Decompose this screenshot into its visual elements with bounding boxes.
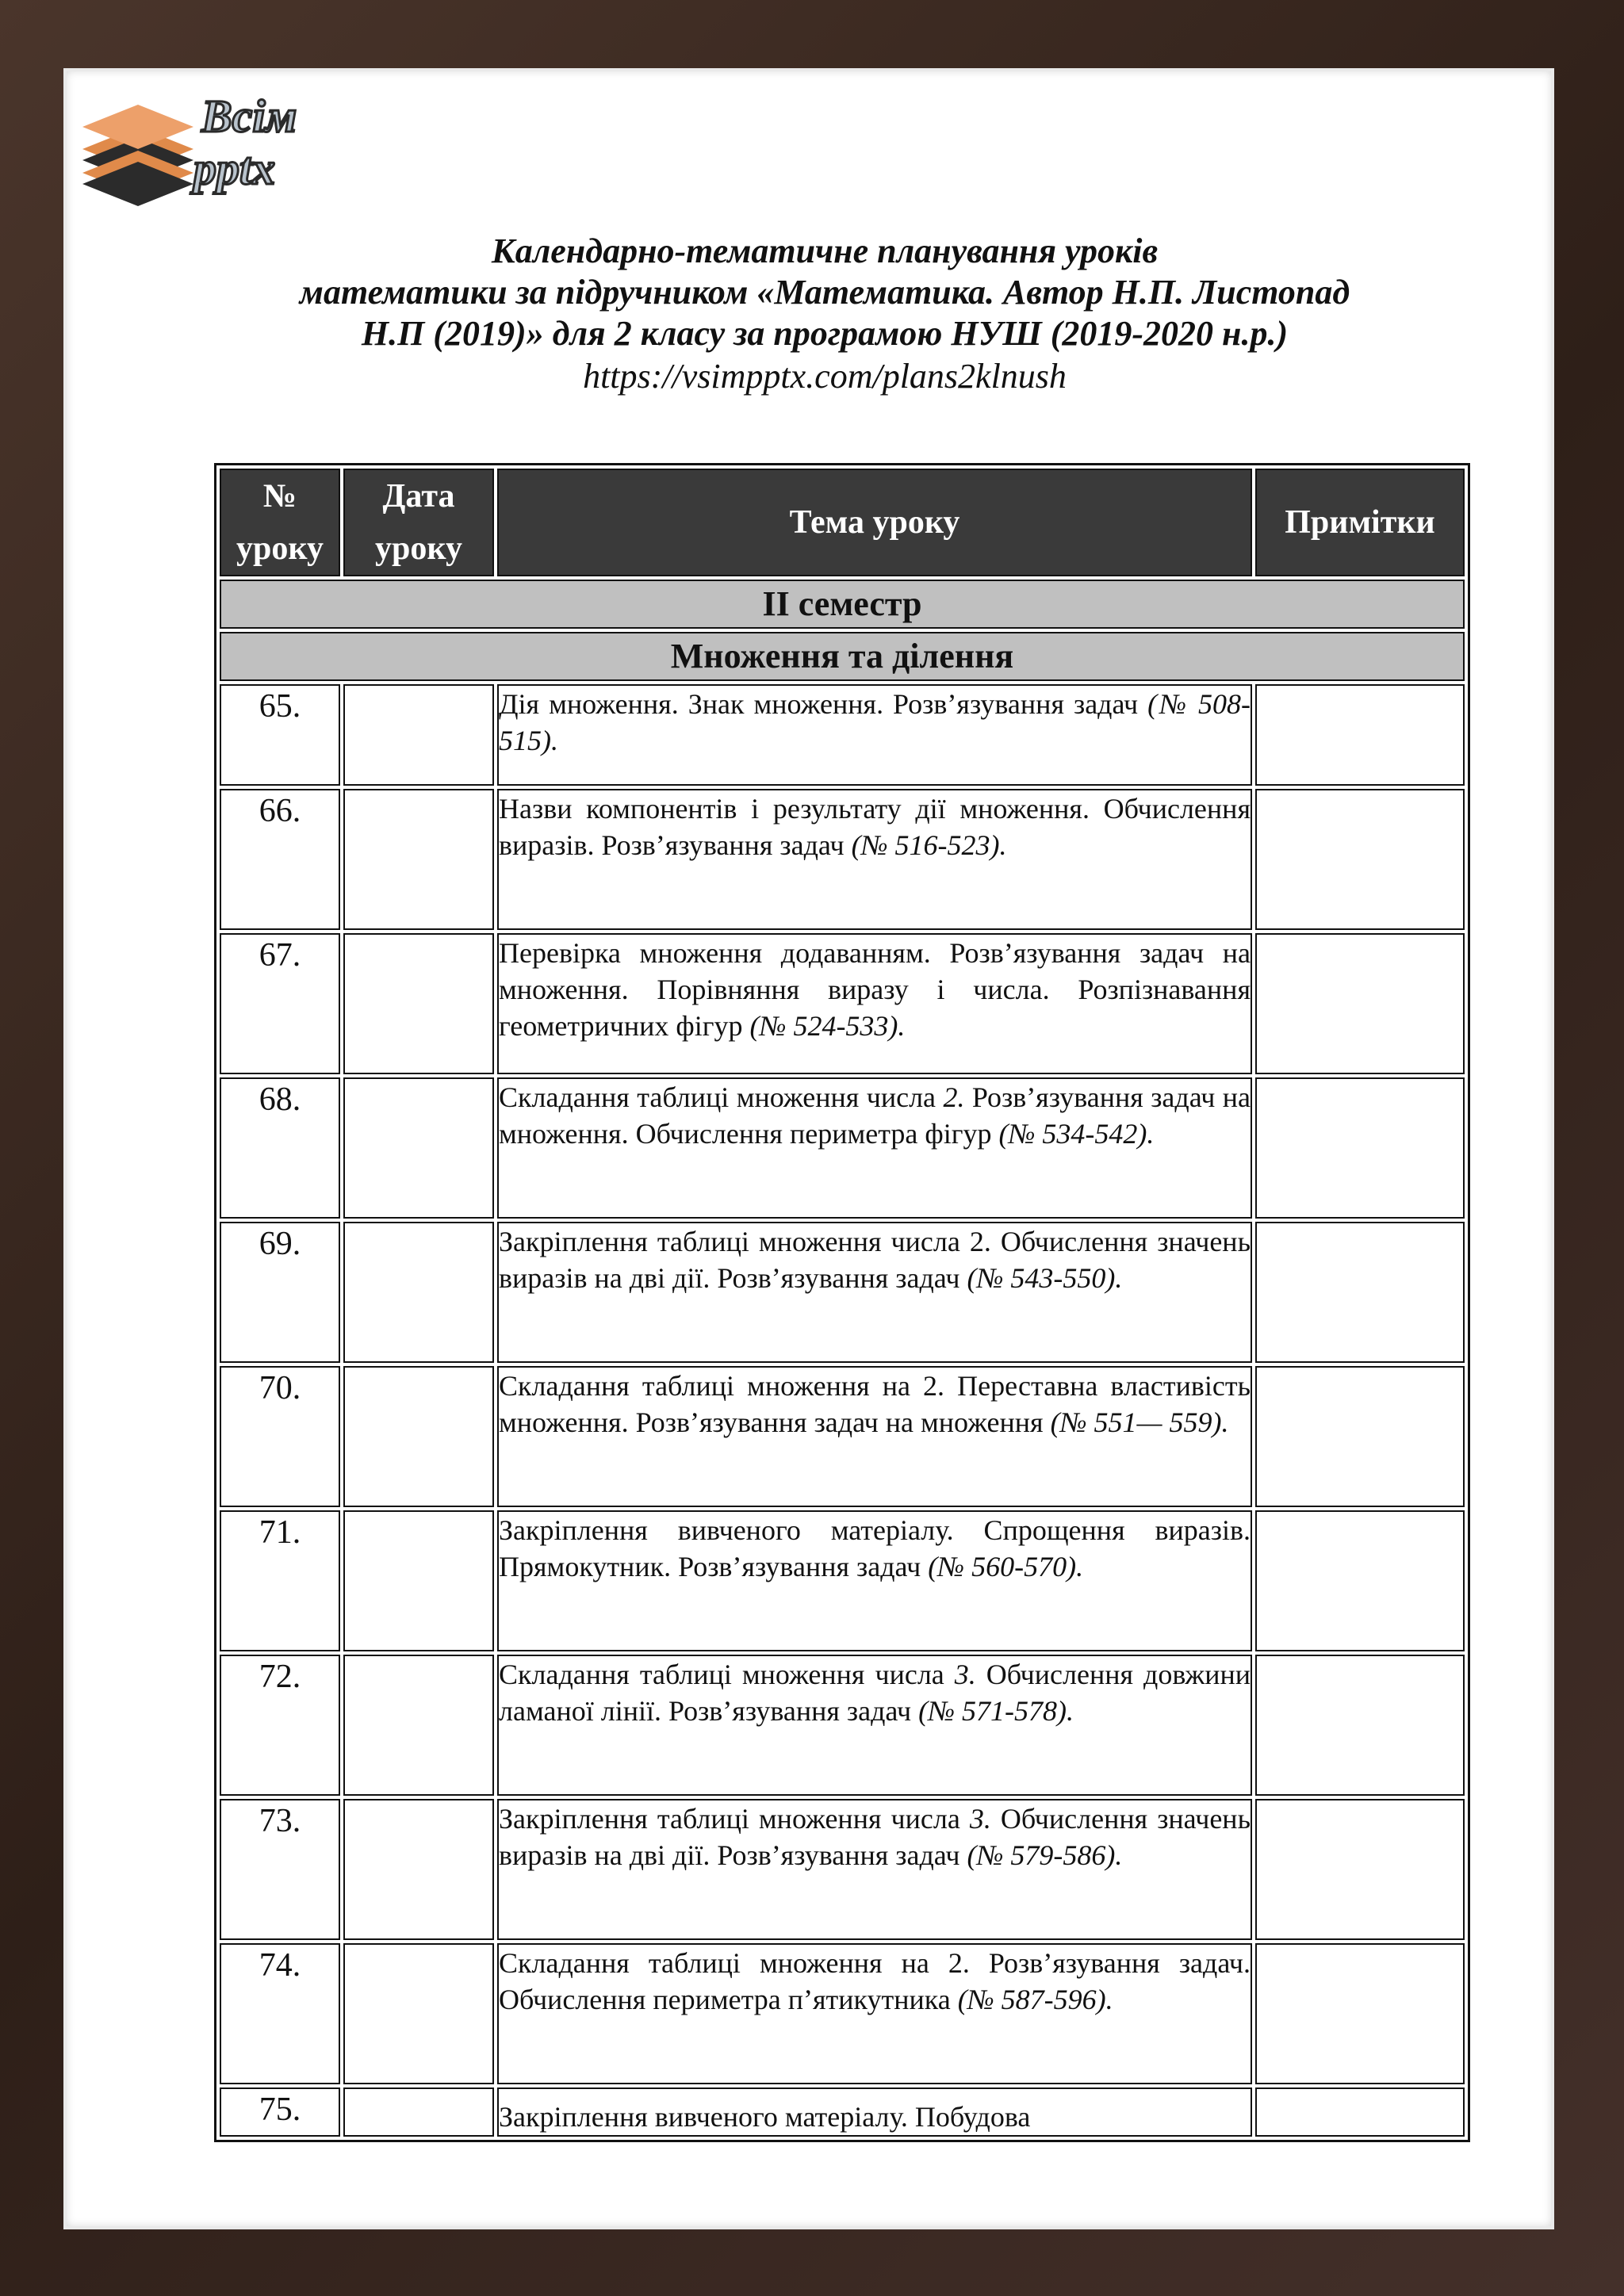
lesson-notes: [1255, 933, 1465, 1074]
lesson-topic: [497, 789, 1252, 930]
lesson-topic: [497, 2087, 1252, 2137]
exercise-ref: (№ 508-515).: [499, 688, 1251, 756]
lesson-number: 66.: [220, 789, 340, 930]
lesson-topic: [497, 1366, 1252, 1507]
lesson-number: 65.: [220, 684, 340, 786]
lesson-number: 72.: [220, 1655, 340, 1796]
section-label: Множення та ділення: [220, 632, 1465, 681]
lesson-number: 70.: [220, 1366, 340, 1507]
exercise-ref: (№ 579-586).: [967, 1839, 1123, 1871]
lesson-notes: [1255, 684, 1465, 786]
lesson-topic: [497, 1655, 1252, 1796]
topic-number-ref: 3.: [969, 1803, 991, 1835]
topic-number-ref: 2.: [943, 1081, 965, 1113]
lesson-plan-table: [214, 463, 1470, 2142]
lesson-number: 69.: [220, 1222, 340, 1363]
site-logo: [75, 79, 336, 222]
topic-text: Перевірка множення додаванням. Розв’язування задач на множення. Порівняння виразу і числа. Розпізнавання геометричних фігур: [499, 937, 1251, 1042]
topic-text: Складання таблиці множення числа: [499, 1081, 936, 1113]
lesson-topic: [497, 1077, 1252, 1219]
topic-text: Дія множення. Знак множення. Розв’язування задач: [499, 688, 1139, 720]
lesson-date: [343, 1799, 494, 1940]
topic-text-continued: Обчислення довжини ламаної лінії. Розв’язування задач: [499, 1659, 1251, 1727]
header-lesson-date: Дата уроку: [343, 469, 494, 576]
lesson-topic: [497, 1222, 1252, 1363]
lesson-notes: [1255, 1799, 1465, 1940]
lesson-number: 74.: [220, 1943, 340, 2084]
exercise-ref: (№ 587-596).: [957, 1984, 1113, 2015]
header-lesson-topic: Тема уроку: [497, 469, 1252, 576]
topic-text: Закріплення таблиці множення числа: [499, 1803, 960, 1835]
table-row: [220, 2087, 1465, 2137]
topic-text: Складання таблиці множення числа: [499, 1659, 944, 1690]
topic-text: Складання таблиці множення на 2. Переставна властивість множення. Розв’язування задач на множення: [499, 1370, 1251, 1438]
exercise-ref: (№ 560-570).: [928, 1551, 1084, 1582]
lesson-number: 73.: [220, 1799, 340, 1940]
lesson-date: [343, 1077, 494, 1219]
lesson-number: 68.: [220, 1077, 340, 1219]
table-row: [220, 684, 1465, 786]
exercise-ref: (№ 516-523).: [851, 829, 1007, 861]
topic-number-ref: 3.: [954, 1659, 976, 1690]
exercise-ref: (№ 534-542).: [998, 1118, 1155, 1150]
lesson-notes: [1255, 789, 1465, 930]
lesson-date: [343, 684, 494, 786]
topic-text-continued: Розв’язування задач на множення. Обчислення периметра фігур: [499, 1081, 1251, 1150]
exercise-ref: (№ 543-550).: [967, 1262, 1123, 1294]
heading-line-2: математики за підручником «Математика. Автор Н.П. Листопад: [299, 273, 1350, 312]
lesson-date: [343, 1222, 494, 1363]
semester-label: ІІ семестр: [220, 580, 1465, 629]
table-row: [220, 789, 1465, 930]
lesson-notes: [1255, 2087, 1465, 2137]
header-lesson-number: № уроку: [220, 469, 340, 576]
lesson-number: 71.: [220, 1510, 340, 1651]
lesson-date: [343, 1943, 494, 2084]
lesson-topic: [497, 933, 1252, 1074]
lesson-date: [343, 933, 494, 1074]
lesson-notes: [1255, 1366, 1465, 1507]
lesson-notes: [1255, 1077, 1465, 1219]
heading-line-1: Календарно-тематичне планування уроків: [491, 232, 1159, 270]
lesson-notes: [1255, 1655, 1465, 1796]
lesson-topic: [497, 684, 1252, 786]
topic-text-continued: Обчислення значень виразів на дві дії. Розв’язування задач: [499, 1803, 1251, 1871]
lesson-date: [343, 789, 494, 930]
section-row: [220, 632, 1465, 681]
topic-text: Назви компонентів і результату дії множення. Обчислення виразів. Розв’язування задач: [499, 793, 1251, 861]
lesson-topic: [497, 1943, 1252, 2084]
lesson-date: [343, 2087, 494, 2137]
lesson-number: 67.: [220, 933, 340, 1074]
header-notes: Примітки: [1255, 469, 1465, 576]
table-row: [220, 1366, 1465, 1507]
lesson-notes: [1255, 1222, 1465, 1363]
table-row: [220, 933, 1465, 1074]
topic-text: Закріплення таблиці множення числа 2. Обчислення значень виразів на дві дії. Розв’язування задач: [499, 1226, 1251, 1294]
semester-row: [220, 580, 1465, 629]
table-header-row: [220, 469, 1465, 576]
table-row: [220, 1510, 1465, 1651]
table-row: [220, 1077, 1465, 1219]
heading-url[interactable]: https://vsimpptx.com/plans2klnush: [583, 357, 1067, 396]
table-row: [220, 1222, 1465, 1363]
exercise-ref: (№ 551— 559).: [1050, 1406, 1229, 1438]
table-row: [220, 1799, 1465, 1940]
lesson-notes: [1255, 1943, 1465, 2084]
heading-line-3: Н.П (2019)» для 2 класу за програмою НУШ (2019-2020 н.р.): [361, 314, 1289, 353]
lesson-number: 75.: [220, 2087, 340, 2137]
document-heading: [214, 231, 1435, 399]
exercise-ref: (№ 524-533).: [749, 1010, 906, 1042]
lesson-date: [343, 1510, 494, 1651]
lesson-date: [343, 1366, 494, 1507]
topic-text: Складання таблиці множення на 2. Розв’язування задач. Обчислення периметра п’ятикутника: [499, 1947, 1251, 2015]
topic-text: Закріплення вивченого матеріалу. Спрощення виразів. Прямокутник. Розв’язування задач: [499, 1514, 1251, 1582]
lesson-topic: [497, 1799, 1252, 1940]
topic-text: Закріплення вивченого матеріалу. Побудова: [499, 2101, 1031, 2133]
lesson-notes: [1255, 1510, 1465, 1651]
document-page: [63, 68, 1554, 2229]
table-row: [220, 1655, 1465, 1796]
logo-text-2: pptx: [193, 143, 276, 194]
table-row: [220, 1943, 1465, 2084]
lesson-topic: [497, 1510, 1252, 1651]
logo-text-1: Всім: [201, 90, 297, 142]
exercise-ref: (№ 571-578).: [918, 1695, 1074, 1727]
lesson-date: [343, 1655, 494, 1796]
